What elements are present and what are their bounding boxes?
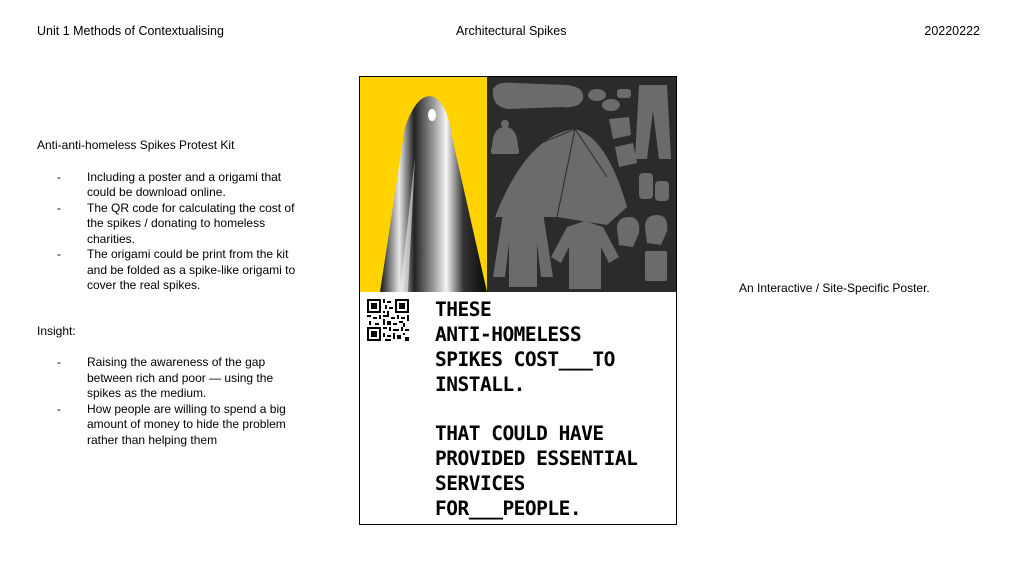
poster-yellow-panel (360, 77, 487, 292)
bullet-dash: - (57, 401, 61, 416)
bullet-dash: - (57, 247, 61, 261)
list-item (37, 201, 297, 248)
sleeping-bag-icon (493, 83, 583, 109)
poster-text-services: THAT COULD HAVE PROVIDED ESSENTIAL SERVICES FOR___PEOPLE. (435, 422, 638, 520)
unit-title: Unit 1 Methods of Contextualising (37, 24, 224, 38)
bullet-text: The QR code for calculating the cost of the spikes / donating to homeless charities. (87, 200, 295, 246)
list-item (37, 170, 297, 201)
bullet-text: The origami could be print from the kit and be folded as a spike-like origami to cover the real spikes. (87, 247, 296, 292)
bullet-dash: - (57, 200, 61, 215)
bullet-dash: - (57, 169, 61, 184)
spike-image (360, 77, 487, 292)
trousers-icon (635, 85, 671, 159)
poster-text-cost: THESE ANTI-HOMELESS SPIKES COST___TO INSTALL. (435, 298, 615, 396)
bullet-text: How people are willing to spend a big amount of money to hide the problem rather than helping them (87, 401, 286, 447)
kit-bullet-list (37, 170, 297, 294)
food-box-icon (645, 251, 667, 281)
poster-headline (435, 297, 673, 521)
bullet-text: Raising the awareness of the gap between rich and poor — using the spikes as the medium. (87, 355, 274, 400)
page-title: Architectural Spikes (456, 24, 567, 38)
jacket-icon (493, 207, 553, 287)
insight-title: Insight: (37, 323, 76, 338)
poster (359, 76, 677, 525)
list-item (37, 355, 297, 402)
poster-caption: An Interactive / Site-Specific Poster. (739, 281, 930, 295)
beanie-icon (491, 120, 519, 154)
list-item (37, 402, 297, 449)
bottle-icon (639, 173, 669, 201)
sweater-icon (551, 221, 619, 289)
kit-title: Anti-anti-homeless Spikes Protest Kit (37, 138, 235, 152)
insight-bullet-list (37, 355, 297, 448)
list-item (37, 247, 297, 294)
poster-dark-panel (487, 77, 676, 292)
bullet-text: Including a poster and a origami that could be download online. (87, 169, 282, 199)
poster-image-band (360, 77, 676, 292)
bullet-dash: - (57, 355, 61, 369)
qr-code[interactable] (367, 299, 409, 341)
mittens-icon (617, 215, 667, 247)
notes-column (37, 138, 297, 448)
gloves-icon (609, 117, 637, 167)
shoes-icon (588, 89, 631, 111)
date-label: 20220222 (924, 24, 980, 38)
